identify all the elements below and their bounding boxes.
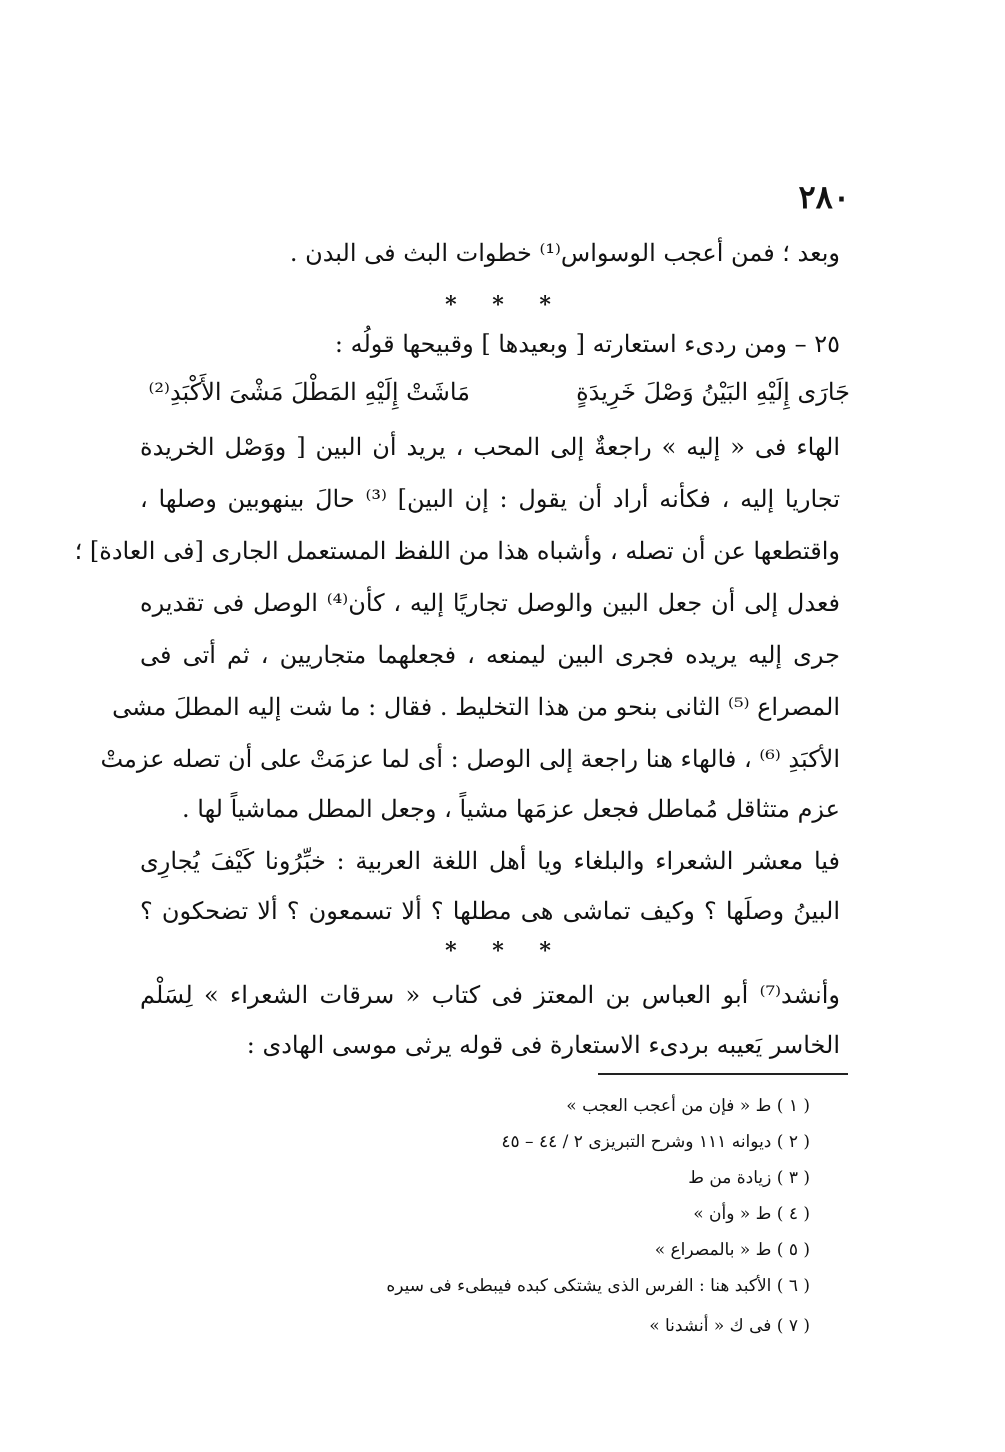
- footnote-7: ( ٧ ) فى ك « أنشدنا »: [649, 1316, 810, 1336]
- text-line-1: وبعد ؛ فمن أعجب الوسواس⁽¹⁾ خطوات البث فى البدن .: [289, 239, 840, 267]
- text-line-14: الخاسر يَعيبه بردىء الاستعارة فى قوله يرثى موسى الهادى :: [246, 1031, 840, 1059]
- text-line-2: ٢٥ – ومن ردىء استعارته [ وبعيدها ] وقبيحها قولُه :: [334, 330, 840, 358]
- text-line-4: تجاريا إليه ، فكأنه أراد أن يقول : إن البين] ⁽³⁾ حالَ بينهوبين وصلها ،: [140, 485, 840, 513]
- separator-2: * * *: [445, 938, 565, 964]
- text-line-7: جرى إليه يريده فجرى البين ليمنعه ، فجعلهما متجاريين ، ثم أتى فى: [140, 641, 840, 669]
- text-line-5: واقتطعها عن أن تصله ، وأشباه هذا من اللفظ المستعمل الجارى [فى العادة] ؛: [74, 537, 840, 565]
- page-number: ٢٨٠: [798, 178, 850, 216]
- verse-second-hemistich: مَاشَتْ إِلَيْهِ المَطْلَ مَشْىَ الأَكْبَدِ⁽²⁾: [148, 378, 470, 406]
- footnote-4: ( ٤ ) ط « وأن »: [693, 1204, 810, 1224]
- text-line-6: فعدل إلى أن جعل البين والوصل تجاريًا إليه ، كأن⁽⁴⁾ الوصل فى تقديره: [140, 589, 841, 617]
- verse-first-hemistich: جَارَى إِلَيْهِ البَيْنُ وَصْلَ خَرِيدَةٍ: [576, 378, 850, 406]
- text-line-3: الهاء فى « إليه » راجعةٌ إلى المحب ، يريد أن البين [ ووَصْل الخريدة: [140, 433, 840, 461]
- text-line-8: المصراع ⁽⁵⁾ الثانى بنحو من هذا التخليط . فقال : ما شت إليه المطلَ مشى: [112, 693, 840, 721]
- footnote-6: ( ٦ ) الأكبد هنا : الفرس الذى يشتكى كبده فيبطىء فى سيره: [386, 1276, 810, 1296]
- separator-1: * * *: [445, 292, 565, 318]
- text-line-12: البينُ وصلَها ؟ وكيف تماشى هى مطلها ؟ ألا تسمعون ؟ ألا تضحكون ؟: [140, 897, 840, 925]
- footnote-divider: [598, 1073, 848, 1075]
- footnote-5: ( ٥ ) ط « بالمصراع »: [654, 1240, 810, 1260]
- footnote-2: ( ٢ ) ديوانه ١١١ وشرح التبريزى ٢ / ٤٤ – ٤٥: [501, 1132, 810, 1152]
- footnote-1: ( ١ ) ط « فإن من أعجب العجب »: [566, 1096, 810, 1116]
- text-line-13: وأنشد⁽⁷⁾ أبو العباس بن المعتز فى كتاب « سرقات الشعراء » لِسَلْم: [140, 981, 840, 1009]
- text-line-10: عزم متثاقل مُماطل فجعل عزمَها مشياً ، وجعل المطل مماشياً لها .: [182, 795, 840, 823]
- text-line-11: فيا معشر الشعراء والبلغاء ويا أهل اللغة العربية : خبِّرُونا كَيْفَ يُجارِى: [140, 847, 841, 875]
- footnote-3: ( ٣ ) زيادة من ط: [688, 1168, 810, 1188]
- text-line-9: الأكبَدِ ⁽⁶⁾ ، فالهاء هنا راجعة إلى الوصل : أى لما عزمَتْ على أن تصله عزمتْ: [100, 745, 840, 773]
